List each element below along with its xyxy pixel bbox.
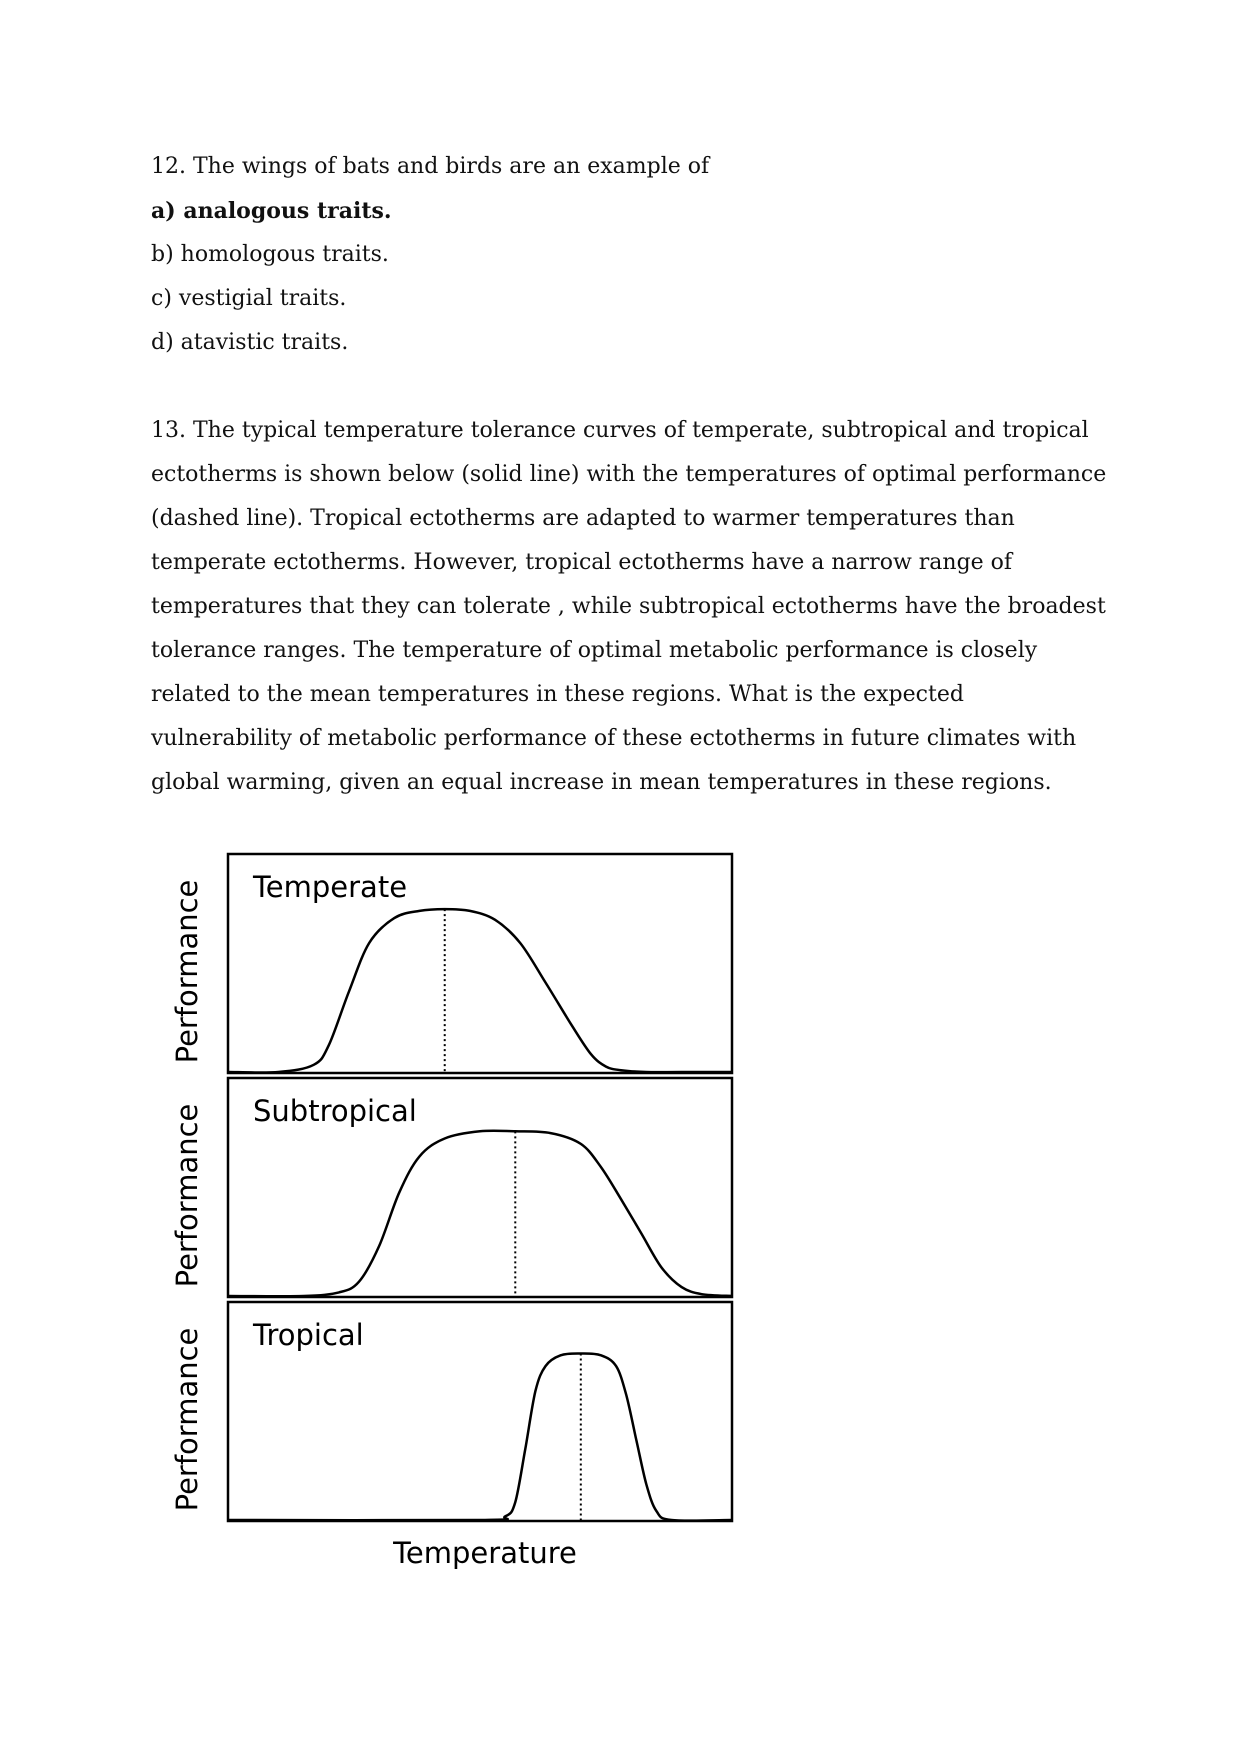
question-13-text: 13. The typical temperature tolerance curves of temperate, subtropical and tropical ectotherms is shown below (solid line) with the temperatures of optimal performance (dashed line). Tropical ectotherms are adapted to warmer temperatures than temperate ectotherms. However, tropical ectotherms have a narrow range of temperatures that they can tolerate , while subtropical ectotherms have the broadest tolerance ranges. The temperature of optimal metabolic performance is closely related to the mean temperatures in these regions. What is the expected vulnerability of metabolic performance of these ectotherms in future climates with global warming, given an equal increase in mean temperatures in these regions. bbox=[151, 418, 1107, 795]
panel-temperate bbox=[170, 854, 732, 1073]
question-12-stem: 12. The wings of bats and birds are an example of bbox=[151, 154, 710, 179]
x-axis-label: Temperature bbox=[393, 1536, 577, 1570]
y-axis-label: Performance bbox=[170, 1327, 204, 1512]
paragraph-spacer bbox=[151, 365, 1111, 409]
tolerance-curve bbox=[228, 1353, 732, 1520]
tolerance-curves-figure bbox=[150, 850, 750, 1570]
panel-title: Subtropical bbox=[253, 1094, 417, 1128]
tolerance-curve bbox=[228, 1131, 732, 1297]
question-text-block bbox=[151, 145, 1111, 805]
panel-title: Temperate bbox=[253, 870, 408, 904]
option-d: d) atavistic traits. bbox=[151, 330, 349, 355]
panel-title: Tropical bbox=[253, 1318, 364, 1352]
y-axis-label: Performance bbox=[170, 1103, 204, 1288]
option-c: c) vestigial traits. bbox=[151, 286, 347, 311]
y-axis-label: Performance bbox=[170, 879, 204, 1064]
tolerance-curve bbox=[228, 909, 732, 1072]
panel-subtropical bbox=[170, 1078, 732, 1297]
panel-tropical bbox=[170, 1302, 732, 1570]
option-a: a) analogous traits. bbox=[151, 198, 392, 224]
option-b: b) homologous traits. bbox=[151, 242, 389, 267]
